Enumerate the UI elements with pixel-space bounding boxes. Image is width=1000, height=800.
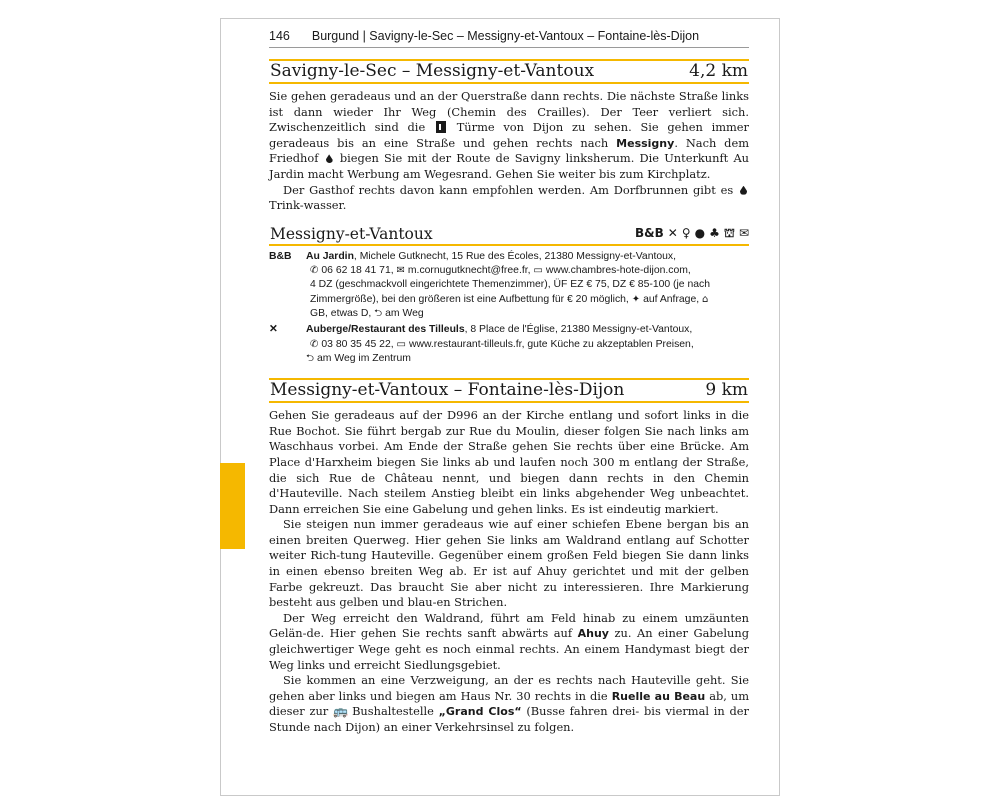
details: 4 DZ (geschmackvoll eingerichtete Themenzimmer), ÜF EZ € 75, DZ € 85-100 (je nach	[310, 279, 711, 291]
paragraph	[269, 673, 749, 735]
page-number: 146	[269, 29, 290, 43]
thumb-index-tab	[220, 463, 245, 549]
paragraph	[269, 89, 749, 183]
page-content	[269, 59, 749, 736]
website-link[interactable]: www.restaurant-tilleuls.fr, gute Küche zu akzeptablen Preisen,	[408, 338, 694, 350]
text: Türme von Dijon zu sehen. Sie gehen immer geradeaus bis an eine Straße und gehen rechts nach	[269, 120, 749, 150]
phone-icon: ✆	[310, 338, 319, 350]
email-icon: ✉	[396, 265, 405, 277]
facility-icons	[635, 224, 749, 244]
laundry-icon: ⌂	[702, 293, 709, 305]
bar-icon: ♀	[681, 225, 691, 240]
bus-icon: 🚌	[332, 704, 350, 719]
running-head-text: Burgund | Savigny-le-Sec – Messigny-et-Vantoux – Fontaine-lès-Dijon	[311, 29, 700, 43]
place-name: Messigny	[616, 136, 675, 150]
address: , 8 Place de l'Église, 21380 Messigny-et-Vantoux,	[464, 324, 693, 336]
restaurant-icon: ✕	[667, 225, 678, 240]
bnb-icon: B&B	[635, 225, 664, 240]
text: (Busse fahren drei- bis viermal in der Stunde nach Dijon) an einer Verkehrsinsel zu folgen.	[269, 704, 749, 734]
phone-icon: ✆	[310, 265, 319, 277]
lodging-entry-bnb	[269, 250, 749, 321]
text: Der Weg erreicht den Waldrand, führt am Feld hinab zu einem umzäunten Gelän-de. Hier gehen Sie rechts sanft abwärts auf	[269, 610, 749, 641]
paragraph	[269, 183, 749, 214]
pet-icon: ✦	[631, 293, 641, 305]
section-distance: 9 km	[705, 380, 748, 401]
shop-icon: ♣	[709, 225, 720, 240]
location: am Weg	[385, 307, 424, 319]
phone: 06 62 18 41 71,	[321, 265, 394, 277]
water-icon: ●	[694, 225, 706, 240]
paragraph: Gehen Sie geradeaus auf der D996 an der Kirche entlang und sofort links in die Rue Bochot. Sie führt bergab zur Rue du Moulin, dieser folgen Sie nach links am Waschhaus vorbei. Am Ende der Straße gehen Sie rechts über eine Brücke. Am Place d'Harxheim biegen Sie links ab und laufen noch 300 m entlang der Straße, die sich Rue de Château nennt, und biegen dann rechts in den Chemin d'Hauteville. Nach steilem Anstieg bleibt ein links abgehender Weg unbeachtet. Dann erreichen Sie eine Gabelung und gehen links. Es ist eindeutig markiert.	[269, 408, 749, 516]
location: am Weg im Zentrum	[317, 352, 411, 364]
lodging-entry-restaurant	[269, 323, 749, 366]
water-icon	[740, 186, 747, 195]
text: Bushaltestelle	[352, 704, 434, 719]
website-link[interactable]: www.chambres-hote-dijon.com,	[545, 265, 691, 277]
entry-tag: B&B	[269, 250, 292, 262]
text: zu. An einer Gabelung gleichwertiger Wege geht es noch einmal rechts. An einem Handymast biegt der Weg links und erreicht Siedlungsgebiet.	[269, 626, 750, 672]
text: Sie kommen an eine Verzweigung, an der es rechts nach Hauteville geht. Sie gehen aber links und biegen am Haus Nr. 30 rechts in die	[269, 673, 749, 703]
email-link[interactable]: m.cornugutknecht@free.fr,	[407, 265, 531, 277]
details: Zimmergröße), bei den größeren ist eine Aufbettung für € 20 möglich,	[310, 293, 629, 305]
text: ab, um dieser zur	[269, 688, 750, 719]
tower-icon	[436, 121, 446, 133]
details: auf Anfrage,	[643, 293, 700, 305]
cemetery-icon	[326, 154, 333, 163]
section-title: Messigny-et-Vantoux – Fontaine-lès-Dijon	[270, 380, 625, 401]
church-icon: ⛫	[723, 225, 735, 240]
languages: GB, etwas D,	[310, 307, 372, 319]
book-page	[220, 18, 780, 796]
section-heading-2	[269, 378, 749, 403]
town-name: Messigny-et-Vantoux	[270, 224, 433, 243]
running-head	[269, 29, 749, 48]
text: . Nach dem Friedhof	[269, 135, 750, 166]
web-icon: ▭	[533, 265, 543, 277]
address: , Michele Gutknecht, 15 Rue des Écoles, 21380 Messigny-et-Vantoux,	[353, 250, 677, 262]
section-distance: 4,2 km	[689, 61, 748, 81]
street-name: Ruelle au Beau	[611, 689, 706, 703]
lodging-list	[269, 250, 749, 366]
place-name: Ahuy	[577, 627, 609, 641]
phone: 03 80 35 45 22,	[321, 338, 394, 350]
route-icon: ⮌	[306, 352, 315, 364]
restaurant-name: Auberge/Restaurant des Tilleuls	[306, 324, 465, 336]
text: biegen Sie mit der Route de Savigny linksherum. Die Unterkunft Au Jardin macht Werbung am Wegesrand. Gehen Sie weiter bis zum Kirchplatz.	[269, 151, 750, 181]
text: Trink-wasser.	[269, 198, 347, 213]
paragraph	[269, 611, 749, 673]
town-heading	[269, 224, 749, 246]
route-icon: ⮌	[374, 307, 383, 319]
web-icon: ▭	[396, 338, 406, 350]
text: Sie gehen geradeaus und an der Querstraße dann rechts. Die nächste Straße links ist dann wieder Ihr Weg (Chemin des Crailles). Der Teer verliert sich. Zwischenzeitlich sind die	[269, 89, 749, 135]
bus-stop-name: „Grand Clos“	[438, 705, 522, 719]
lodging-name: Au Jardin	[306, 250, 354, 262]
section-title: Savigny-le-Sec – Messigny-et-Vantoux	[270, 61, 595, 81]
restaurant-icon: ✕	[269, 324, 278, 336]
section-heading-1	[269, 59, 749, 84]
text: Der Gasthof rechts davon kann empfohlen werden. Am Dorfbrunnen gibt es	[283, 182, 734, 197]
paragraph: Sie steigen nun immer geradeaus wie auf einer schiefen Ebene bergan bis an einen breiten Querweg. Hier gehen Sie links am Waldrand entlang auf Schotter weiter Rich-tung Hauteville. Gegenüber einem großen Feld biegen Sie dann links in einen ebenso breiten Weg ab. Er ist auf Ahuy gerichtet und mit der gelben Farbe gekreuzt. Das braucht Sie aber nicht zu interessieren. Ihre Markierung besteht aus gelben und blau-en Strichen.	[269, 517, 749, 610]
post-icon: ✉	[738, 225, 749, 240]
